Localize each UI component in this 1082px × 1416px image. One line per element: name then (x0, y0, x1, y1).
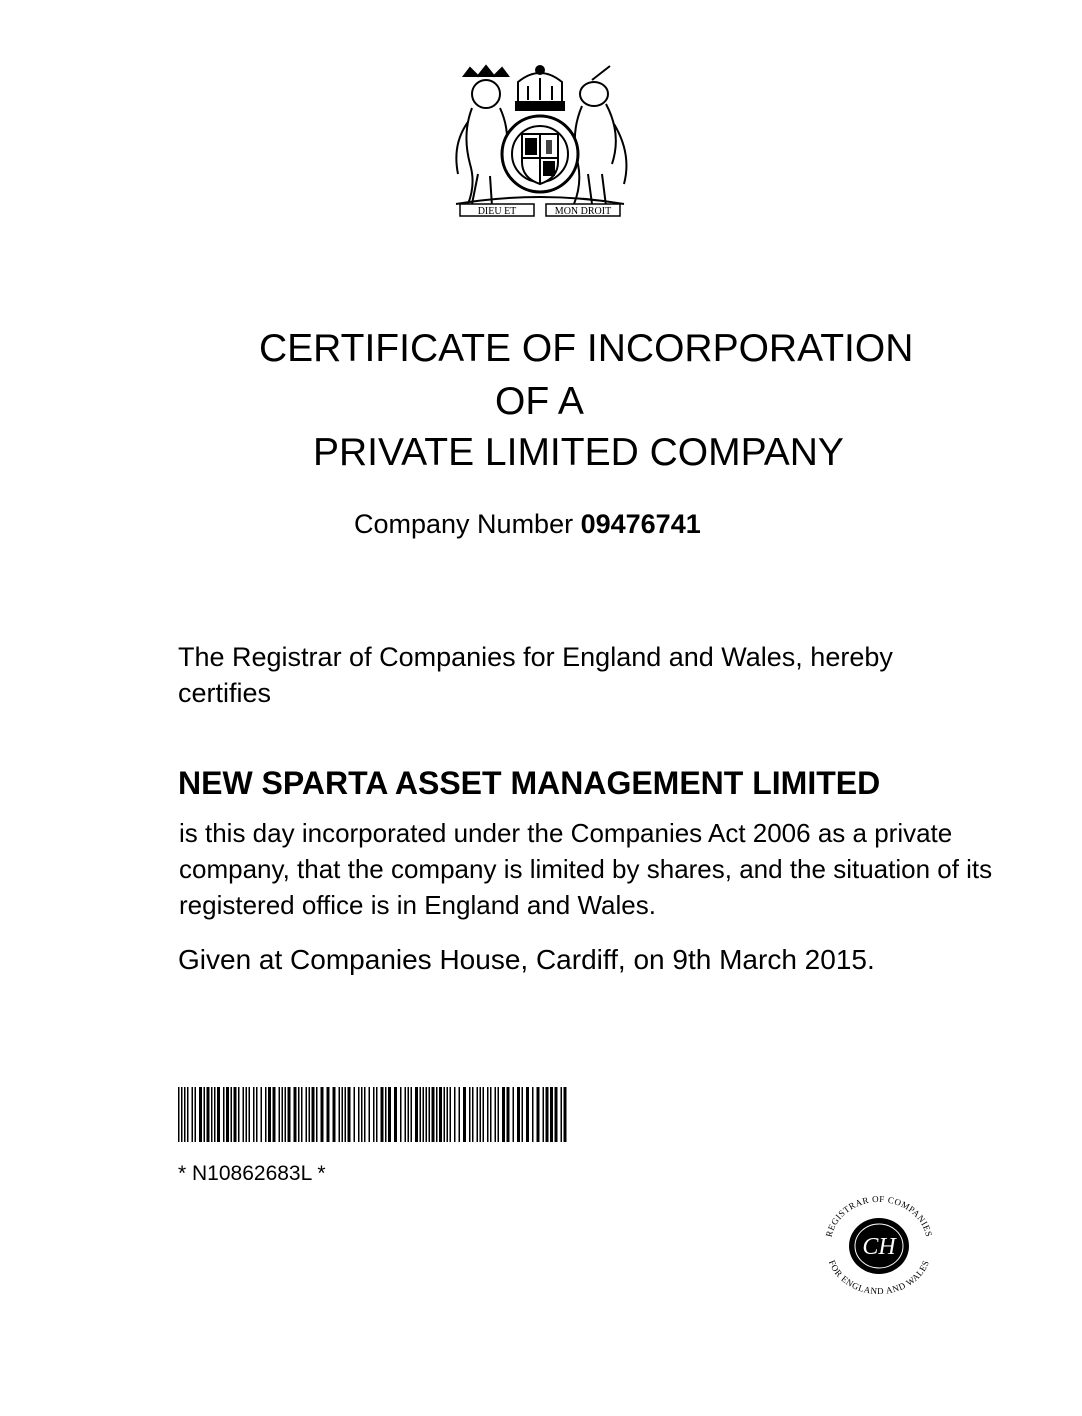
incorporation-statement: is this day incorporated under the Companies Act 2006 as a private company, that the company is limited by shares, and the situation of its registered office is in England and Wales. (179, 818, 993, 920)
barcode-bar (522, 1087, 524, 1142)
barcode-bar (495, 1087, 497, 1142)
barcode-bar (214, 1087, 216, 1142)
barcode-bar (537, 1087, 540, 1142)
barcode-bar (469, 1087, 471, 1142)
registrar-statement: The Registrar of Companies for England and Wales, hereby certifies (178, 642, 893, 708)
barcode-bar (354, 1087, 356, 1142)
barcode-bar (532, 1087, 534, 1142)
barcode-bar (408, 1087, 410, 1142)
barcode-bar (513, 1087, 515, 1142)
barcode-bar (339, 1087, 341, 1142)
barcode-bar (502, 1087, 505, 1142)
seal-bottom-text: FOR ENGLAND AND WALES (826, 1258, 932, 1294)
royal-coat-of-arms-icon (442, 64, 638, 222)
barcode-bar (195, 1087, 197, 1142)
barcode-bar (400, 1087, 402, 1142)
barcode-bar (301, 1087, 303, 1142)
barcode-bar (361, 1087, 363, 1142)
barcode-bar (394, 1087, 397, 1142)
barcode-bar (405, 1087, 407, 1142)
barcode-bar (199, 1087, 202, 1142)
certificate-title-line-2: OF A (495, 380, 584, 423)
barcode-bar (463, 1087, 466, 1142)
barcode-bar (369, 1087, 371, 1142)
motto-left-text: DIEU ET (477, 206, 517, 217)
barcode-bar (184, 1087, 186, 1142)
barcode-bar (517, 1087, 520, 1142)
barcode-bar (487, 1087, 489, 1142)
barcode-bar (285, 1087, 287, 1142)
barcode-bar (231, 1087, 233, 1142)
company-number-label: Company Number (354, 509, 581, 539)
barcode-bar (454, 1087, 456, 1142)
registrar-seal-icon (815, 1194, 943, 1294)
barcode-bar (436, 1087, 438, 1142)
barcode-bar (321, 1087, 324, 1142)
barcode-bar (268, 1087, 271, 1142)
barcode-bar (181, 1087, 183, 1142)
barcode-bar (450, 1087, 452, 1142)
barcode-text: * N10862683L * (178, 1162, 326, 1185)
barcode-bar (432, 1087, 435, 1142)
barcode-bar (238, 1087, 240, 1142)
barcode-bar (226, 1087, 229, 1142)
barcode-bar (447, 1087, 449, 1142)
barcode-bar (223, 1087, 225, 1142)
company-name: NEW SPARTA ASSET MANAGEMENT LIMITED (178, 765, 881, 801)
barcode-bar (477, 1087, 479, 1142)
barcode-bar (211, 1087, 213, 1142)
barcode-bar (439, 1087, 442, 1142)
barcode-bar (273, 1087, 276, 1142)
barcode-bar (294, 1087, 297, 1142)
barcode-bar (306, 1087, 308, 1142)
barcode-bar (246, 1087, 248, 1142)
barcode-bar (282, 1087, 284, 1142)
barcode-bar (490, 1087, 492, 1142)
barcode-bar (256, 1087, 258, 1142)
barcode-bar (243, 1087, 245, 1142)
barcode-bar (444, 1087, 446, 1142)
barcode-bar (385, 1087, 387, 1142)
barcode-bar (526, 1087, 529, 1142)
barcode-bar (327, 1087, 330, 1142)
barcode-bar (358, 1087, 360, 1142)
barcode-bar (426, 1087, 428, 1142)
barcode-bar (253, 1087, 255, 1142)
barcode-bar (298, 1087, 300, 1142)
barcode-bar (411, 1087, 413, 1142)
barcode-bar (178, 1087, 180, 1142)
barcode-bar (472, 1087, 474, 1142)
barcode-bar (561, 1087, 563, 1142)
barcode-bar (546, 1087, 549, 1142)
barcode-bar (564, 1087, 567, 1142)
barcode-bar (429, 1087, 431, 1142)
barcode-bar (555, 1087, 558, 1142)
barcode-bar (342, 1087, 344, 1142)
barcode-bar (498, 1087, 500, 1142)
barcode-bar (423, 1087, 425, 1142)
barcode-bar (373, 1087, 375, 1142)
barcode-bar (480, 1087, 482, 1142)
barcode-bar (376, 1087, 378, 1142)
certificate-title-line-3: PRIVATE LIMITED COMPANY (313, 431, 844, 474)
barcode-bar (550, 1087, 553, 1142)
barcode-bar (309, 1087, 311, 1142)
barcode-bar (388, 1087, 391, 1142)
barcode-bar (381, 1087, 384, 1142)
given-at-statement: Given at Companies House, Cardiff, on 9th March 2015. (178, 944, 875, 975)
barcode-bar (420, 1087, 422, 1142)
barcode (178, 1087, 568, 1142)
seal-monogram: CH (862, 1234, 896, 1260)
barcode-bar (288, 1087, 291, 1142)
barcode-bar (249, 1087, 251, 1142)
company-number-value: 09476741 (580, 509, 701, 539)
barcode-bar (312, 1087, 315, 1142)
barcode-bar (333, 1087, 336, 1142)
barcode-bar (459, 1087, 461, 1142)
barcode-bar (261, 1087, 263, 1142)
barcode-bar (234, 1087, 237, 1142)
certificate-title-line-1: CERTIFICATE OF INCORPORATION (259, 327, 914, 370)
motto-right-text: MON DROIT (554, 206, 612, 217)
barcode-bar (316, 1087, 318, 1142)
seal-top-text: REGISTRAR OF COMPANIES (823, 1194, 935, 1239)
barcode-bar (217, 1087, 220, 1142)
barcode-bar (207, 1087, 210, 1142)
barcode-bar (483, 1087, 485, 1142)
barcode-bar (364, 1087, 366, 1142)
barcode-bar (543, 1087, 545, 1142)
barcode-bar (187, 1087, 189, 1142)
barcode-bar (192, 1087, 194, 1142)
barcode-bar (415, 1087, 418, 1142)
barcode-bar (348, 1087, 351, 1142)
company-number (354, 509, 701, 540)
barcode-bar (279, 1087, 281, 1142)
barcode-bar (345, 1087, 347, 1142)
barcode-bar (507, 1087, 510, 1142)
barcode-bar (265, 1087, 267, 1142)
barcode-bar (204, 1087, 206, 1142)
